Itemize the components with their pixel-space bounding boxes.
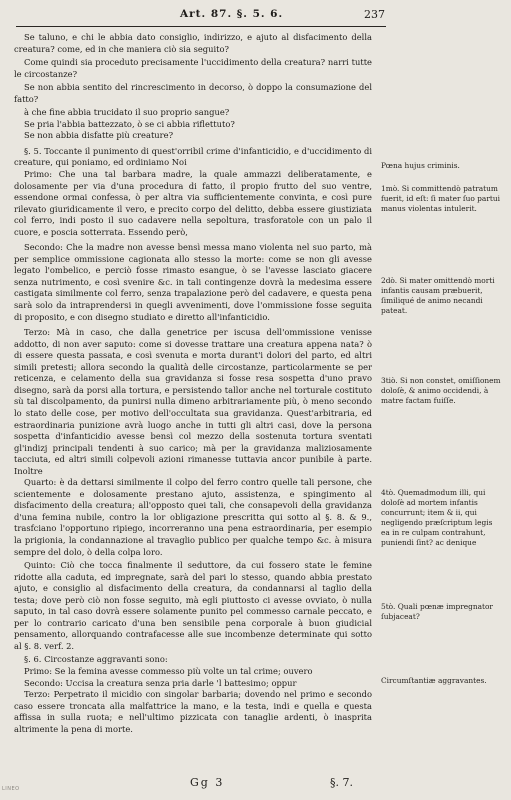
clause-quarto: Quarto: è da dettarsi similmente il colpo del ferro contro quelle tali persone, che scientemente e dolosamente prestano ajuto, assistenza, e spingimento al disfacimento della creatura; all'opposto quei tali, che consapevoli della gravidanza d'una femina nubile, contro la lor obligazione prescritta qui sotto al §. 8. & 9., trasfciano l'opportuno ripiego, incorreranno una pena estraordinaria, per esempio la prigionia, la condannazione al travaglio publico per qualche tempo &c. à misura sempre del dolo, ò della colpa loro. [14,477,372,557]
margin-note: 4tò. Quemadmodum illi, qui doloſè ad mortem infantis concurrunt; item & ii, qui negligendo præſcriptum legis ea in re culpam contrahunt, puniendi ſint? ac denique [381,488,493,547]
clause-terzo: Terzo: Mà in caso, che dalla genetrice per iscusa dell'ommissione venisse addotto, di non aver saputo: come si dovesse trattare una creatura appena nata? ò di essere questa passata, e così svenuta e morta durant'i dolori del parto, ed altri simili pretesti; allora secondo la qualità delle circostanze, particolarmente se per reticenza, e celamento della sua gravidanza si fosse resa sospetta d'uno pravo disegno, sarà da porsi alla tortura, e persistendo tallor anche nel torturale costituto sù tal discolpamento, da punirsi nulla dimeno arbitrariamente più, ò meno secondo lo stato delle cose, per motivo dell'occultata sua gravidanza. Quest'arbitraria, ed estraordinaria punizione avrà luogo anche in tutti gli altri casi, dove la persona sospetta d'infanticidio avesse bensì col mezzo della sostenuta tortura sventati gl'indizj principali tendenti à suo carico; mà per la gravidanza maliziosamente tacciuta, ed altri simili colpevoli azioni rimanesse tuttavia ancor punibile à parte. Inoltre [14,327,372,476]
watermark-text: LINEO [2,786,20,792]
clause-quinto: Quinto: Ciò che tocca finalmente il seduttore, da cui fossero state le femine ridotte alla caduta, ed impregnate, sarà del pari lo stesso, quando abbia prestato ajuto, e consiglio al disfacimento della creatura, da condannarsi al taglio della testa; dove però ciò non fosse seguito, mà egli piuttosto ci avesse ovviato, ò nulla saputo, in tal caso dovrà essere solamente punito pel commesso carnale peccato, e per lo contrario caricato d'una ben sensibile pena corporale à buon giudicial pensamento, allorquando contrafacesse alle sue incombenze determinate qui sotto al §. 8. verf. 2. [14,560,372,651]
question-paragraph: Come quindi sia proceduto precisamente l'uccidimento della creatura? narri tutte le circostanze? [14,57,372,79]
catchword: §. 7. [330,776,353,789]
header-rule [16,26,386,27]
page-footer [0,776,511,792]
question-paragraph: Se taluno, e chi le abbia dato consiglio, indirizzo, e ajuto al disfacimento della creatura? come, ed in che maniera ciò sia seguito? [14,32,372,54]
aggravating-secondo: Secondo: Uccisa la creatura senza pria darle 'l battesimo; oppur [24,677,297,688]
question-paragraph: à che fine abbia trucidato il suo proprio sangue? [24,107,230,118]
running-title: Art. 87. §. 5. 6. [180,8,284,20]
margin-note: Circumſtantiæ aggravantes. [381,676,487,685]
question-paragraph: Se non abbia sentito del rincrescimento in decorso, ò doppo la consumazione del fatto? [14,82,372,104]
margin-note: 2dò. Si mater omittendò morti infantis causam præbuerit, ſimiliqué de animo necandi pateat. [381,276,495,315]
page-number: 237 [364,8,385,21]
margin-note: 5tò. Quali pœnæ impregnator ſubjaceat? [381,602,493,621]
question-paragraph: Se non abbia disfatte più creature? [24,130,174,141]
aggravating-primo: Primo: Se la femina avesse commesso più volte un tal crime; ouvero [24,665,313,676]
question-paragraph: Se pria l'abbia battezzato, ò se ci abbia riflettuto? [24,118,235,129]
margin-note: Pœna hujus criminis. [381,161,460,170]
margin-note: 1mò. Si committendò patratum fuerit, id eſt: ſi mater ſuo partui manus violentas intulerit. [381,184,500,213]
clause-primo: Primo: Che una tal barbara madre, la quale ammazzi deliberatamente, e dolosamente per via d'una procedura di fatto, il propio frutto del suo ventre, essendone ormai confessa, ò per altra via sufficientemente convinta, e così pure rilevato giuridicamente il vero, e precito corpo del delitto, debba essere giustiziata col ferro, indi posto il suo cadavere nella sepoltura, trasforatole con un palo il cuore, e poscia sotterrata. Essendo però, [14,169,372,237]
aggravating-terzo: Terzo: Perpetrato il micidio con singolar barbaria; dovendo nel primo e secondo caso essere troncata alla malfattrice la mano, e la testa, indi e quella e questa affissa in sulla ruota; e nell'ultimo pizzicata con tanaglie ardenti, ò inasprita altrimente la pena di morte. [14,689,372,734]
section-5-heading: §. 5. Toccante il punimento di quest'orribil crime d'infanticidio, e d'uccidimento di creature, qui poniamo, ed ordiniamo Noi [14,145,372,168]
signature-mark: Gg 3 [190,776,225,789]
clause-secondo: Secondo: Che la madre non avesse bensì messa mano violenta nel suo parto, mà per semplice ommissione cagionata allo stesso la morte: come se non gli avesse legato l'ombelico, e perciò fosse rimasto esangue, ò se l'avesse lasciato giacere senza nutrimento, e così svenire &c. in tali contingenze dovrà la medesima essere castigata similmente col ferro, senza trapalazione però del cadavere, e questa pena sarà solo da intraprendersi in quegli avvenimenti, dove l'ommissione fosse seguita di proposito, e con disegno studiato e diretto all'infanticidio. [14,242,372,322]
page-header [0,6,511,26]
section-6-heading: §. 6. Circostanze aggravanti sono: [24,654,168,665]
margin-note: 3tiò. Si non constet, omiſſionem doloſè, & animo occidendi, à matre factam fuiſſe. [381,376,501,405]
main-text [14,32,372,735]
